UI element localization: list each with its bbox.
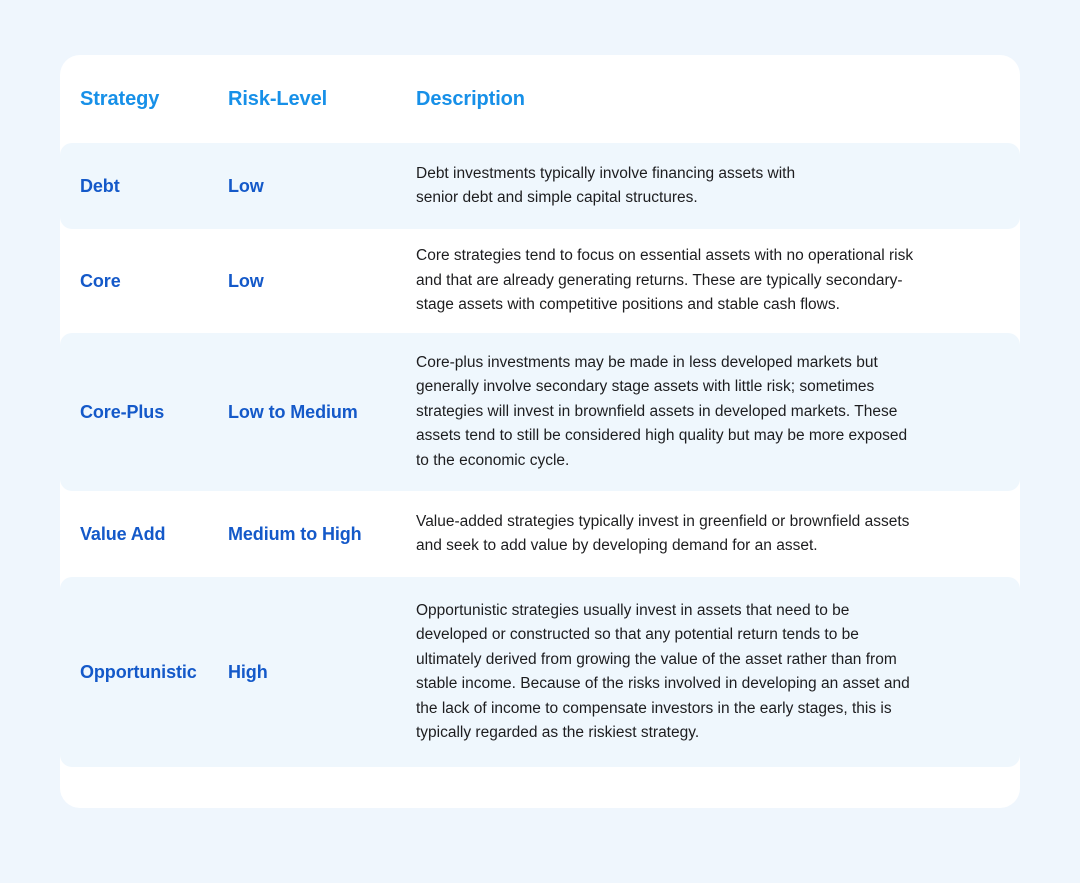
column-header-strategy: Strategy [80, 87, 160, 110]
description-line: stage assets with competitive positions and stable cash flows. [416, 296, 840, 314]
description-line: developed or constructed so that any potential return tends to be [416, 626, 859, 643]
description-line: stable income. Because of the risks involved in developing an asset and [416, 675, 910, 692]
description-line: Debt investments typically involve financing assets with [416, 164, 796, 182]
description-line: and seek to add value by developing demand for an asset. [416, 537, 818, 554]
column-header-risk-level: Risk-Level [228, 87, 328, 110]
description-line: Value-added strategies typically invest in greenfield or brownfield assets [416, 512, 910, 530]
column-header-description: Description [416, 87, 525, 110]
description-line: assets tend to still be considered high quality but may be more exposed [416, 427, 908, 445]
cell-risk-level: Low [228, 270, 264, 291]
description-line: Core-plus investments may be made in less developed markets but [416, 353, 878, 371]
description-line: generally involve secondary stage assets with little risk; sometimes [416, 378, 875, 396]
cell-description [403, 491, 1020, 577]
table-header [60, 55, 1020, 143]
cell-strategy: Opportunistic [60, 577, 209, 767]
cell-risk-level: Medium to High [228, 523, 362, 544]
table-row [60, 577, 1020, 767]
description-line: and that are already generating returns. These are typically secondary- [416, 271, 903, 289]
cell-risk-level: Low to Medium [209, 333, 403, 491]
description-line: ultimately derived from growing the value of the asset rather than from [416, 650, 897, 668]
description-line: Core strategies tend to focus on essential assets with no operational risk [416, 247, 914, 265]
description-line: strategies will invest in brownfield assets in developed markets. These [416, 402, 898, 420]
table-row [60, 143, 1020, 229]
description-line: senior debt and simple capital structures. [416, 189, 698, 206]
description-line: to the economic cycle. [416, 451, 570, 469]
description-line: the lack of income to compensate investors in the early stages, this is [416, 699, 892, 717]
cell-strategy: Core-Plus [60, 333, 209, 491]
table-body [60, 143, 1020, 767]
cell-strategy: Value Add [80, 523, 166, 544]
table-row [60, 333, 1020, 491]
cell-strategy: Core [80, 270, 121, 291]
cell-description [403, 333, 1020, 491]
table-header-row [60, 55, 1020, 143]
cell-description [403, 143, 1020, 229]
description-line: Opportunistic strategies usually invest in assets that need to be [416, 601, 850, 619]
description-line: typically regarded as the riskiest strategy. [416, 724, 700, 741]
table-row [60, 229, 1020, 333]
cell-description [403, 229, 1020, 333]
cell-risk-level: High [209, 577, 403, 767]
cell-description [403, 577, 1020, 767]
strategy-table-card [60, 55, 1020, 808]
cell-strategy: Debt [60, 143, 209, 229]
cell-risk-level: Low [209, 143, 403, 229]
table-row [60, 491, 1020, 577]
strategy-risk-table [60, 55, 1020, 767]
